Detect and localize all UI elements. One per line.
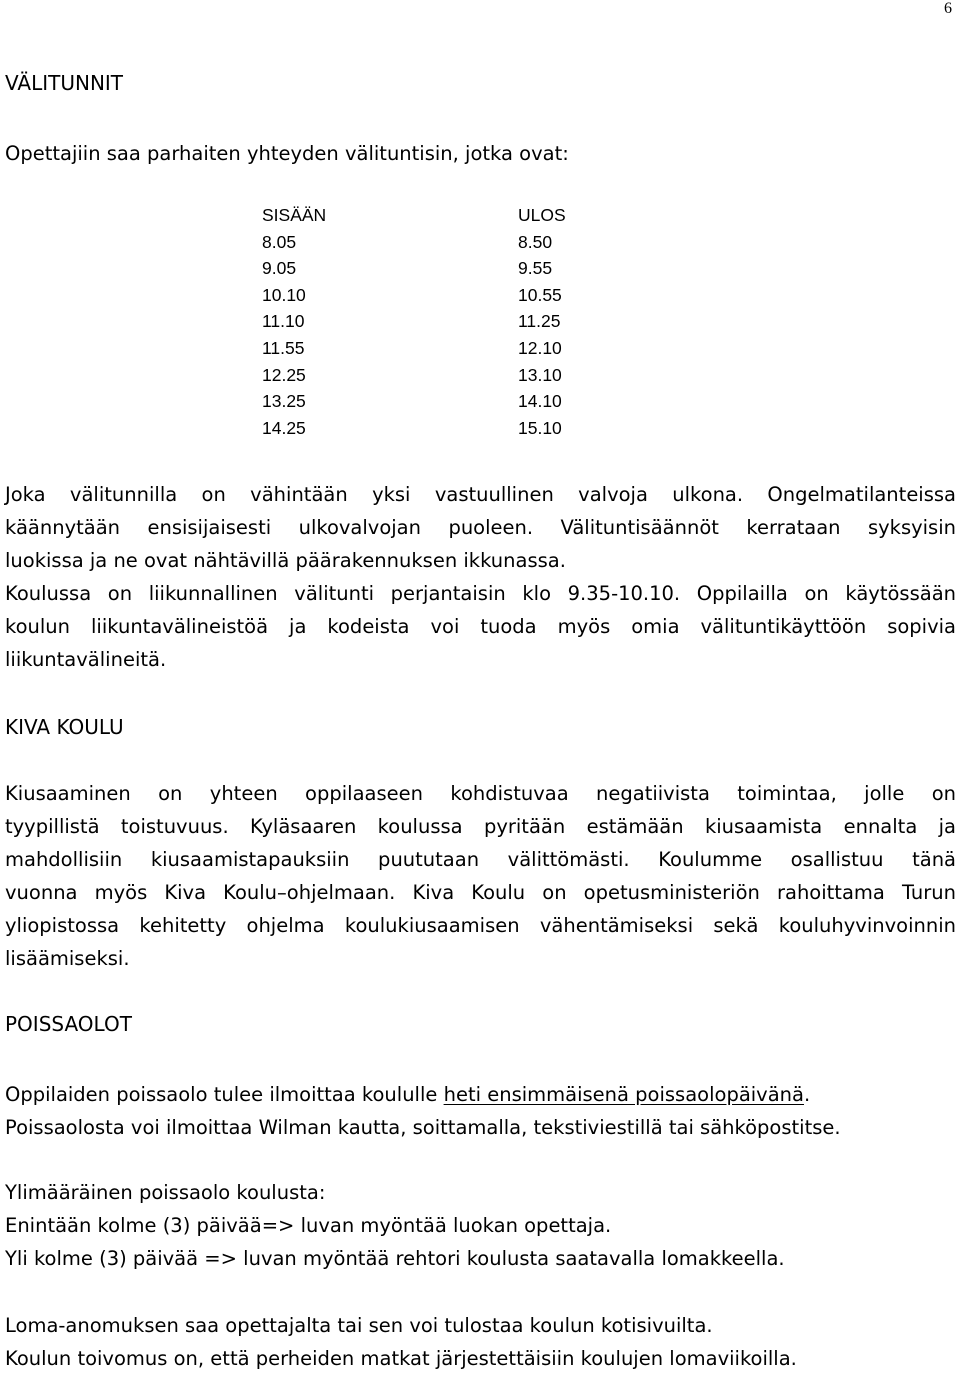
holiday-wish-line: Koulun toivomus on, että perheiden matkat järjestettäisiin koulujen lomaviikoilla. <box>5 1347 797 1370</box>
paragraph-line: tyypillistä toistuvuus. Kyläsaaren koulussa pyritään estämään kiusaamista ennalta ja <box>5 815 956 838</box>
paragraph-line: Koulussa on liikunnallinen välitunti perjantaisin klo 9.35-10.10. Oppilailla on käytössään <box>5 582 956 605</box>
absence-notify-text: Oppilaiden poissaolo tulee ilmoittaa koululle <box>5 1083 444 1106</box>
schedule-time-out: 15.10 <box>518 417 562 438</box>
schedule-time-in: 11.10 <box>262 311 305 332</box>
schedule-time-in: 8.05 <box>262 231 297 252</box>
absence-notify-line <box>5 1078 956 1111</box>
paragraph-line: mahdollisiin kiusaamistapauksiin puututaan välittömästi. Koulumme osallistuu tänä <box>5 848 956 871</box>
paragraph-line: koulun liikuntavälineistöä ja kodeista voi tuoda myös omia välituntikäyttöön sopivia <box>5 615 956 638</box>
kiva-paragraph <box>5 777 956 975</box>
section-heading-kiva: KIVA KOULU <box>5 715 124 739</box>
holiday-block <box>5 1309 956 1375</box>
schedule-column-in <box>262 202 326 441</box>
schedule-time-out: 11.25 <box>518 311 561 332</box>
page-number: 6 <box>944 0 952 17</box>
breaks-paragraph <box>5 478 956 676</box>
paragraph-line: luokissa ja ne ovat nähtävillä päärakennuksen ikkunassa. <box>5 549 566 572</box>
section-heading-breaks: VÄLITUNNIT <box>5 71 124 95</box>
schedule-time-in: 12.25 <box>262 364 306 385</box>
schedule-time-out: 10.55 <box>518 284 562 305</box>
schedule-time-in: 14.25 <box>262 417 306 438</box>
schedule-column-out <box>518 202 566 441</box>
schedule-time-out: 14.10 <box>518 391 562 412</box>
paragraph-line: Kiusaaminen on yhteen oppilaaseen kohdistuvaa negatiivista toimintaa, jolle on <box>5 782 956 805</box>
paragraph-line: käännytään ensisijaisesti ulkovalvojan puoleen. Välituntisäännöt kerrataan syksyisin <box>5 516 956 539</box>
extra-absence-rule: Enintään kolme (3) päivää=> luvan myöntää luokan opettaja. <box>5 1214 612 1237</box>
paragraph-line: vuonna myös Kiva Koulu–ohjelmaan. Kiva Koulu on opetusministeriön rahoittama Turun <box>5 881 956 904</box>
schedule-time-out: 12.10 <box>518 337 562 358</box>
paragraph-line: Joka välitunnilla on vähintään yksi vastuullinen valvoja ulkona. Ongelmatilanteissa <box>5 483 956 506</box>
schedule-header-in: SISÄÄN <box>262 205 327 225</box>
paragraph-line: yliopistossa kehitetty ohjelma koulukiusaamisen vähentämiseksi sekä kouluhyvinvoinnin <box>5 914 956 937</box>
schedule-time-out: 9.55 <box>518 258 553 279</box>
schedule-time-in: 13.25 <box>262 391 306 412</box>
schedule-time-in: 10.10 <box>262 284 306 305</box>
schedule-header-out: ULOS <box>518 205 566 225</box>
schedule-time-out: 8.50 <box>518 231 553 252</box>
section-heading-absence: POISSAOLOT <box>5 1012 132 1036</box>
paragraph-line: liikuntavälineitä. <box>5 648 167 671</box>
schedule-time-in: 9.05 <box>262 258 297 279</box>
schedule-time-out: 13.10 <box>518 364 562 385</box>
holiday-application-line: Loma-anomuksen saa opettajalta tai sen voi tulostaa koulun kotisivuilta. <box>5 1314 713 1337</box>
absence-channels-line: Poissaolosta voi ilmoittaa Wilman kautta, soittamalla, tekstiviestillä tai sähköpostitse. <box>5 1116 841 1139</box>
extra-absence-rule: Yli kolme (3) päivää => luvan myöntää rehtori koulusta saatavalla lomakkeella. <box>5 1247 785 1270</box>
extra-absence-block <box>5 1176 956 1275</box>
breaks-intro: Opettajiin saa parhaiten yhteyden välituntisin, jotka ovat: <box>5 142 569 165</box>
absence-paragraph <box>5 1078 956 1144</box>
absence-notify-deadline: heti ensimmäisenä poissaolopäivänä <box>443 1083 804 1106</box>
schedule-time-in: 11.55 <box>262 337 305 358</box>
extra-absence-title: Ylimääräinen poissaolo koulusta: <box>5 1181 326 1204</box>
absence-notify-end: . <box>803 1083 811 1106</box>
paragraph-line: lisäämiseksi. <box>5 947 130 970</box>
